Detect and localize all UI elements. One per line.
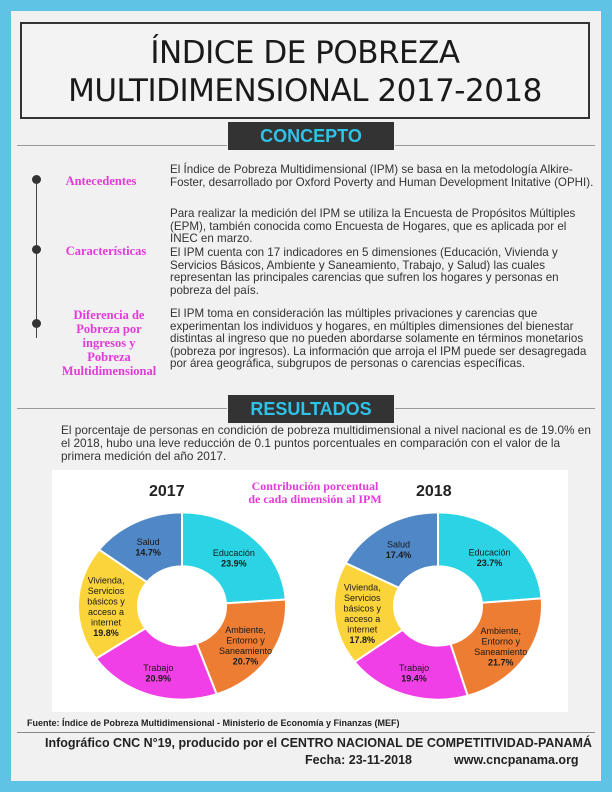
title-line-1: ÍNDICE DE POBREZA [150, 35, 460, 71]
text-caracteristicas-a: Para realizar la medición del IPM se utiliza la Encuesta de Propósitos Múltiples (EPM), también conocida como Encuesta de Hogares, que es aplicada por el INEC en marzo. [170, 207, 576, 246]
donut-chart-2017 [62, 500, 302, 712]
slice-label-1-2: Trabajo 19.4% [398, 662, 430, 684]
slice-label-1-0: Educación 23.7% [468, 547, 511, 569]
timeline-dot [32, 245, 41, 254]
slice-label-0-0: Educación 23.9% [212, 547, 255, 569]
slice-label-0-1: Ambiente, Entorno y Saneamiento 20.7% [218, 625, 273, 667]
chart-2017-year: 2017 [149, 483, 185, 500]
section-header-concepto: CONCEPTO [228, 122, 394, 150]
donut-chart-2018 [318, 500, 558, 712]
timeline-dot [32, 175, 41, 184]
chart-card [52, 470, 568, 712]
divider-right-concepto [395, 145, 595, 146]
timeline-dot [32, 319, 41, 328]
infographic-page [11, 11, 601, 781]
label-caracteristicas: Características [65, 244, 147, 258]
label-diferencia: Diferencia de Pobreza por ingresos y Pobreza Multidimensional [61, 308, 157, 378]
divider-left-resultados [17, 408, 227, 409]
footer-credit: Infográfico CNC N°19, producido por el CENTRO NACIONAL DE COMPETITIVIDAD-PANAMÁ [45, 736, 592, 750]
title-line-2: MULTIDIMENSIONAL 2017-2018 [68, 73, 542, 109]
footer-date: Fecha: 23-11-2018 [305, 753, 413, 767]
title-box [20, 22, 590, 119]
footer-divider [17, 732, 595, 733]
chart-caption: Contribución porcentual de cada dimensión al IPM [248, 479, 382, 506]
divider-right-resultados [395, 408, 595, 409]
label-antecedentes: Antecedentes [65, 174, 137, 188]
section-header-resultados: RESULTADOS [228, 395, 394, 423]
text-diferencia: El IPM toma en consideración las múltiples privaciones y carencias que experimentan los individuos y hogares, en múltiples dimensiones del bienestar distintas al ingreso que no pueden abordarse solamente en términos monetarios (pobreza por ingresos). La información que arroja el IPM puede ser desagregada por área geográfica, subgrupos de personas o carencias específicas. [170, 307, 587, 371]
timeline-line [36, 183, 37, 338]
source-note: Fuente: Índice de Pobreza Multidimensional - Ministerio de Economía y Finanzas (MEF) [27, 718, 400, 728]
slice-label-0-3: Vivienda, Servicios básicos y acceso a internet 19.8% [87, 575, 125, 638]
chart-2018-year: 2018 [416, 483, 452, 500]
slice-label-1-3: Vivienda, Servicios básicos y acceso a internet 17.8% [343, 582, 382, 646]
text-caracteristicas-b: El IPM cuenta con 17 indicadores en 5 dimensiones (Educación, Vivienda y Servicios Básicos, Ambiente y Saneamiento, Trabajo, y Salud) las cuales representan las principales carencias que sufren los hogares y personas en pobreza del país. [170, 246, 559, 297]
slice-label-1-1: Ambiente, Entorno y Saneamiento 21.7% [474, 626, 528, 668]
slice-label-0-4: Salud 14.7% [135, 536, 161, 558]
slice-label-1-4: Salud 17.4% [385, 539, 412, 561]
text-antecedentes: El Índice de Pobreza Multidimensional (IPM) se basa en la metodología Alkire-Foster, desarrollado por Oxford Poverty and Human Development Initative (OPHI). [170, 163, 594, 189]
results-text: El porcentaje de personas en condición de pobreza multidimensional a nivel nacional es de 19.0% en el 2018, hubo una leve reducción de 0.1 puntos porcentuales en comparación con el valor de la primera medición del año 2017. [61, 423, 591, 463]
footer-website: www.cncpanama.org [454, 753, 579, 767]
divider-left-concepto [17, 145, 227, 146]
slice-label-0-2: Trabajo 20.9% [143, 662, 174, 684]
